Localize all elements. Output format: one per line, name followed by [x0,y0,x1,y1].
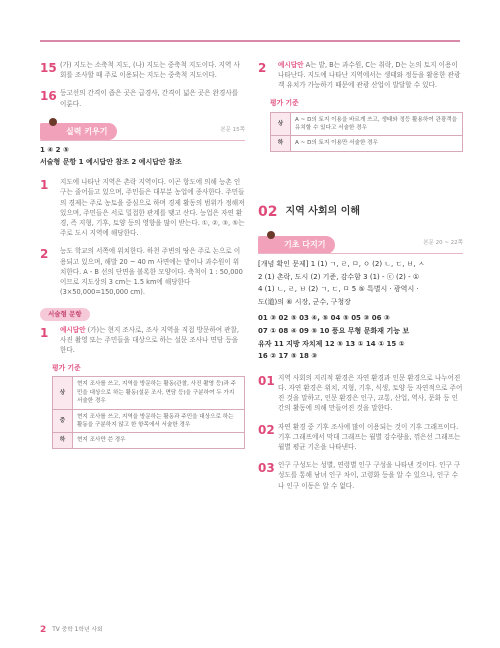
girl-figure-icon [44,117,62,139]
explanation-03 [258,460,463,491]
criteria-title: 평가 기준 [52,363,81,372]
section-heading: 지역 사회의 이해 [285,205,361,217]
banner-label: 실력 키우기 [40,123,117,141]
explanation-text: 지역 사회의 지리적 환경은 자연 환경과 인문 환경으로 나누어진다. 자연 환경은 위치, 지형, 기후, 식생, 토양 등 자연적으로 주어진 것을 말하고, 인문 환경은 인구, 교통, 산업, 역사, 문화 등 인간의 활동에 의해 만들어진 것을 말한다. [278,373,463,413]
explanation-01 [258,373,463,414]
essay-answer-1 [40,325,245,356]
concept-answers: [개념 확인 문제] 1 (1) ㄱ, ㄹ, ㅁ, ㅇ (2) ㄴ, ㄷ, ㅂ, ㅅ 2 (1) 촌락, 도시 (2) 기준, 감수함 3 (1) - ⓒ (2) - ① 4 (1) ㄴ, ㄹ, ㅂ (2) ㄱ, ㄷ, ㅁ 5 ⑤ 특별시 · 광역시 · 도(道)의 ⑥ 시장, 군수, 구청장 [258,259,425,306]
top-rule [40,40,460,42]
banner-rule [258,253,463,254]
question-text: (가) 지도는 소축척 지도, (나) 지도는 중축척 지도이다. 지역 사회를 조사할 때 주로 이용되는 지도는 중축척 지도이다. [60,61,240,80]
criteria-row: 상 현지 조사를 쓰고, 지역을 방문하는 활동(관찰, 사진 촬영 등)과 주민을 대상으로 하는 활동(설문 조사, 면담 등)을 구분하여 두 가지 서술한 경우 [53,377,245,409]
criteria-row: 중 현지 조사를 쓰고, 지역을 방문하는 활동과 주민을 대상으로 하는 활동을 구분하지 않고 한 항목에서 서술한 경우 [53,409,245,433]
banner-label: 기초 다지기 [258,236,335,254]
explanation-2 [40,246,245,297]
explanation-number: 01 [258,373,275,388]
criteria-table [52,376,245,448]
answer-line: 서술형 문항 1 예시답안 참조 2 예시답안 참조 [40,158,182,167]
essay-text: 예시답안 A는 밭, B는 과수원, C는 취락, D는 논의 토지 이용이 나타난다. 지도에 나타난 지역에서는 생태와 정등을 활용한 관광객 유치가 가능하기 때문에 관광 산업이 발달할 수 있다. [278,61,461,90]
footer-text: TV 중학 1학년 사회 [52,627,103,634]
explanation-number: 03 [258,461,275,476]
section-number: 02 [258,203,278,220]
question-number: 16 [40,89,57,104]
page-footer [40,624,103,637]
girl-figure-icon [262,230,280,252]
criteria-row: 하 현지 조사만 쓴 경우 [53,433,245,448]
explanation-text: 지도에 나타난 지역은 촌락 지역이다. 이곤 항도에 의해 능촌 인구는 줄어들고 있으며, 주민들은 대부분 농업에 종사한다. 주민들의 경제는 주로 농토을 중심으로 하며 경제 활동의 범위가 정해져 있으며, 주민들은 서로 밀접한 관계를 맺고 산다. 능업은 자연 환경, 즉 지형, 기후, 토양 등의 영향을 많이 받는다. ①, ②, ③, ⑤는 주로 도시 지역에 해당한다. [60,178,245,238]
explanation-text: 자연 환경 중 기후 조사에 많이 이용되는 것이 기후 그래프이다. 기후 그래프에서 막대 그래프는 월별 강수량을, 꺾은선 그래프는 월별 평균 기온을 나타낸다. [278,422,461,452]
banner-page-ref: 본문 15쪽 [220,126,245,133]
explanation-text: 능도 학교의 서쪽에 위치한다. 하천 주변의 땅은 주로 논으로 이용되고 있으며, 해발 20 ~ 40 m 사면에는 밭이나 과수원이 위치한다. A - B 선의 단면을 볼록한 모양이다. 축척이 1 : 50,000이므로 지도상의 3 cm는 1.5 km에 해당한다(3×50,000=150,000 cm). [60,247,243,297]
criteria-title: 평가 기준 [270,98,299,107]
right-column [258,60,463,499]
explanation-text: 인구 구성도는 성별, 연령별 인구 구성을 나타낸 것이다. 인구 구성도를 통해 남녀 인구 차이, 고령화 등을 알 수 있으나, 인구 수나 인구 이동은 알 수 없다. [278,461,461,490]
sample-answer-label: 예시답안 [60,325,86,334]
section-title [258,202,463,222]
criteria-row: 상 A ~ D의 토지 이용을 바르게 쓰고, 생태와 정등 활용하여 관광객을 유치할 수 있다고 서술한 경우 [271,112,463,136]
question-text: 등고선의 간격이 좁은 곳은 급경사, 간격이 넓은 곳은 완경사를 이룬다. [60,89,239,108]
page-number: 2 [40,625,47,635]
explanation-number: 02 [258,422,275,437]
explanation-02 [258,422,463,453]
criteria-row: 하 A ~ D의 토지 이용만 서술한 경우 [271,136,463,151]
banner-basics [258,230,463,254]
banner-rule [40,140,245,141]
question-15 [40,60,245,80]
essay-tag: 서술형 문항 [40,308,90,321]
essay-text: 예시답안 (가)는 현지 조사로, 조사 지역을 직접 방문하여 관찰, 사진 촬영 또는 주민들을 대상으로 하는 설문 조사나 면담 등을 한다. [60,325,239,355]
essay-number: 1 [40,325,49,340]
sample-answer-label: 예시답안 [278,61,304,69]
answer-line: 1 ④ 2 ⑤ [40,145,69,154]
quiz-answers: 01 ③ 02 ⑤ 03 ④, ⑤ 04 ⑤ 05 ③ 06 ③ 07 ① 08 ④ 09 ⑤ 10 풍요 무형 문화재 기능 보 유자 11 지방 자치제 12 ⑤ 13 ① 14 ① 15 ① 16 ② 17 ⑤ 18 ③ [258,314,410,361]
essay-number: 2 [258,61,267,75]
explanation-number: 2 [40,247,49,262]
explanation-1 [40,177,245,238]
banner-skill-up [40,117,245,141]
essay-answer-2 [258,60,463,91]
left-column [40,60,245,449]
explanation-number: 1 [40,178,49,193]
criteria-table [270,112,463,152]
question-16 [40,88,245,108]
question-number: 15 [40,61,57,75]
banner-page-ref: 본문 20 ~ 22쪽 [423,239,463,246]
